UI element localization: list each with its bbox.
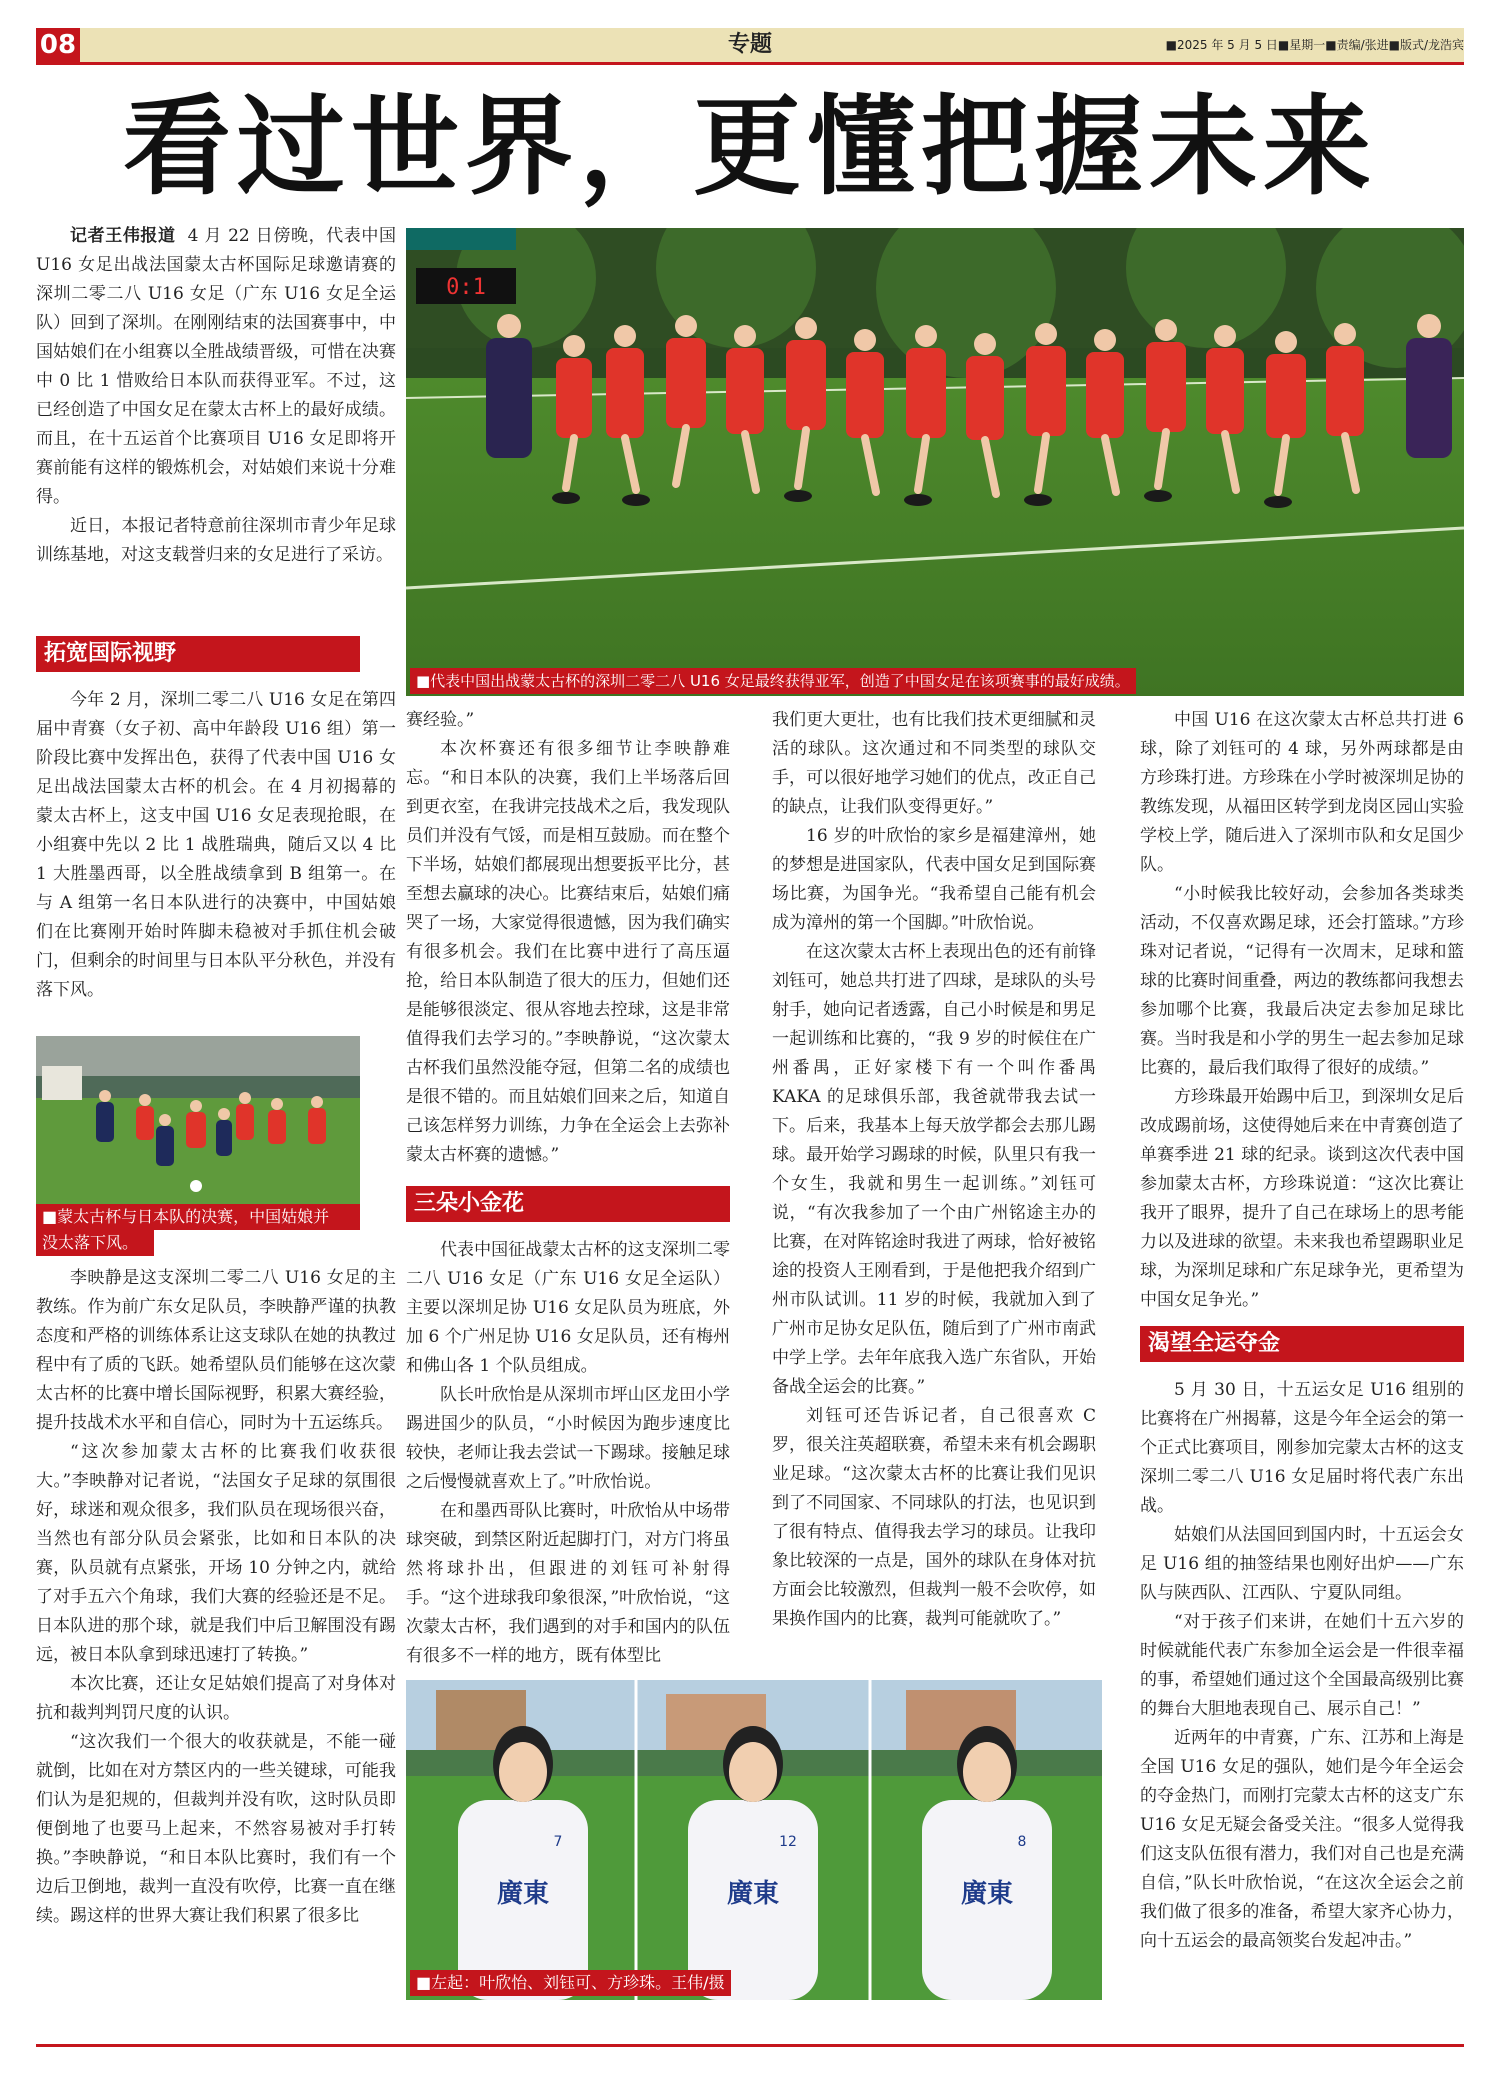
- paragraph: 中国 U16 在这次蒙太古杯总共打进 6 球，除了刘钰可的 4 球，另外两球都是由方珍珠打进。方珍珠在小学时被深圳足协的教练发现，从福田区转学到龙岗区园山实验学校上学，随后进入了深圳市队和女足国少队。: [1140, 710, 1464, 875]
- jersey-chars-2: 廣東: [726, 1879, 780, 1909]
- caption-small-photo-line-2: 没太落下风。: [36, 1230, 154, 1256]
- paragraph: “小时候我比较好动，会参加各类球类活动，不仅喜欢踢足球，还会打篮球。”方珍珠对记者说，“记得有一次周末，足球和篮球的比赛时间重叠，两边的教练都问我想去参加哪个比赛，我最后决定去参加足球比赛。当时我是和小学的男生一起去参加足球比赛的，最后我们取得了很好的成绩。”: [1140, 884, 1464, 1078]
- column-1-section-1: [36, 686, 396, 1005]
- paragraph: 本次杯赛还有很多细节让李映静难忘。“和日本队的决赛，我们上半场落后回到更衣室，在我讲完技战术之后，我发现队员们并没有气馁，而是相互鼓励。而在整个下半场，姑娘们都展现出想要扳平比分，甚至想去赢球的决心。比赛结束后，姑娘们痛哭了一场，大家觉得很遗憾，因为我们确实有很多机会。我们在比赛中进行了高压逼抢，给日本队制造了很大的压力，但她们还是能够很淡定、很从容地去控球，这是非常值得我们去学习的。”李映静说，“这次蒙太古杯我们虽然没能夺冠，但第二名的成绩也是很不错的。而且姑娘们回来之后，知道自己该怎样努力训练，力争在全运会上去弥补蒙太古杯赛的遗憾。”: [406, 739, 730, 1165]
- column-2-section-2: [406, 1236, 730, 1671]
- paragraph: 李映静是这支深圳二零二八 U16 女足的主教练。作为前广东女足队员，李映静严谨的执教态度和严格的训练体系让这支球队在她的执教过程中有了质的飞跃。她希望队员们能够在这次蒙太古杯的比赛中增长国际视野，积累大赛经验，提升技战术水平和自信心，同时为十五运练兵。: [36, 1268, 396, 1433]
- jersey-number-1: 7: [553, 1834, 563, 1850]
- photo-team-celebration: [406, 228, 1464, 696]
- paragraph: 我们更大更壮，也有比我们技术更细腻和灵活的球队。这次通过和不同类型的球队交手，可以很好地学习她们的优点，改正自己的缺点，让我们队变得更好。”: [772, 710, 1096, 817]
- section-title: 专题: [727, 32, 772, 57]
- subhead-eager-for-gold: 渴望全运夺金: [1140, 1326, 1464, 1362]
- jersey-chars-3: 廣東: [960, 1879, 1014, 1909]
- paragraph: 在这次蒙太古杯上表现出色的还有前锋刘钰可，她总共打进了四球，是球队的头号射手，她向记者透露，自己小时候是和男足一起训练和比赛的，“我 9 岁的时候住在广州番禺，正好家楼下有一个叫作番禺 KAKA 的足球俱乐部，我爸就带我去试一下。后来，我基本上每天放学都会去那儿踢球。最开始学习踢球的时候，队里只有我一个女生，我就和男生一起训练。”刘钰可说，“有次我参加了一个由广州铭途主办的比赛，在对阵铭途时我进了两球，恰好被铭途的投资人王刚看到，于是他把我介绍到广州市队试训。11 岁的时候，我就加入到了广州市足协女足队伍，随后到了广州市南武中学上学。去年年底我入选广东省队，开始备战全运会的比赛。”: [772, 942, 1096, 1397]
- paragraph: 姑娘们从法国回到国内时，十五运会女足 U16 组的抽签结果也刚好出炉——广东队与陕西队、江西队、宁夏队同组。: [1140, 1525, 1464, 1603]
- subhead-broaden-view: 拓宽国际视野: [36, 636, 360, 672]
- caption-portraits: ■左起：叶欣怡、刘钰可、方珍珠。王伟/摄: [410, 1970, 731, 1996]
- paragraph: 4 月 22 日傍晚，代表中国 U16 女足出战法国蒙太古杯国际足球邀请赛的深圳二零二八 U16 女足（广东 U16 女足全运队）回到了深圳。在刚刚结束的法国赛事中，中国姑娘们在小组赛以全胜战绩晋级，可惜在决赛中 0 比 1 惜败给日本队而获得亚军。不过，这已经创造了中国女足在蒙太古杯上的最好成绩。而且，在十五运首个比赛项目 U16 女足即将开赛前能有这样的锻炼机会，对姑娘们来说十分难得。: [36, 226, 396, 507]
- paragraph: 近两年的中青赛，广东、江苏和上海是全国 U16 女足的强队，她们是今年全运会的夺金热门，而刚打完蒙太古杯的这支广东 U16 女足无疑会备受关注。“很多人觉得我们这支队伍很有潜力，我们对自己也是充满自信，”队长叶欣怡说，“在这次全运会之前我们做了很多的准备，希望大家齐心协力，向十五运会的最高领奖台发起冲击。”: [1140, 1728, 1464, 1951]
- column-1-continued: [36, 1264, 396, 1931]
- paragraph: 方珍珠最开始踢中后卫，到深圳女足后改成踢前场，这使得她后来在中青赛创造了单赛季进 21 球的纪录。谈到这次代表中国参加蒙太古杯，方珍珠说道：“这次比赛让我开了眼界，提升了自己在球场上的思考能力以及进球的欲望。未来我也希望踢职业足球，为深圳足球和广东足球争光，更希望为中国女足争光。”: [1140, 1087, 1464, 1310]
- column-2-top: [406, 706, 730, 1170]
- byline: 记者王伟报道: [70, 226, 176, 246]
- column-4-section-3: [1140, 1376, 1464, 1956]
- column-1-intro: [36, 222, 396, 570]
- paragraph: 5 月 30 日，十五运女足 U16 组别的比赛将在广州揭幕，这是今年全运会的第一个正式比赛项目，刚参加完蒙太古杯的这支深圳二零二八 U16 女足届时将代表广东出战。: [1140, 1380, 1464, 1516]
- page-number: 08: [36, 28, 80, 62]
- column-4-top: [1140, 706, 1464, 1315]
- paragraph: 今年 2 月，深圳二零二八 U16 女足在第四届中青赛（女子初、高中年龄段 U16 组）第一阶段比赛中发挥出色，获得了代表中国 U16 女足出战法国蒙太古杯的机会。在 4 月初揭幕的蒙太古杯上，这支中国 U16 女足表现抢眼，在小组赛中先以 2 比 1 战胜瑞典，随后又以 4 比 1 大胜墨西哥，以全胜战绩拿到 B 组第一。在与 A 组第一名日本队进行的决赛中，中国姑娘们在比赛刚开始时阵脚未稳被对手抓住机会破门，但剩余的时间里与日本队平分秋色，并没有落下风。: [36, 690, 396, 1000]
- paragraph: “对于孩子们来讲，在她们十五六岁的时候就能代表广东参加全运会是一件很幸福的事，希望她们通过这个全国最高级别比赛的舞台大胆地表现自己、展示自己！”: [1140, 1612, 1464, 1719]
- paragraph: 队长叶欣怡是从深圳市坪山区龙田小学踢进国少的队员，“小时候因为跑步速度比较快，老师让我去尝试一下踢球。接触足球之后慢慢就喜欢上了。”叶欣怡说。: [406, 1385, 730, 1492]
- paragraph: “这次参加蒙太古杯的比赛我们收获很大。”李映静对记者说，“法国女子足球的氛围很好，球迷和观众很多，我们队员在现场很兴奋，当然也有部分队员会紧张，比如和日本队的决赛，队员就有点紧张，开场 10 分钟之内，就给了对手五六个角球，我们大赛的经验还是不足。日本队进的那个球，就是我们中后卫解围没有踢远，被日本队拿到球迅速打了转换。”: [36, 1442, 396, 1665]
- headline: 看过世界，更懂把握未来: [122, 84, 1377, 210]
- paragraph: “这次我们一个很大的收获就是，不能一碰就倒，比如在对方禁区内的一些关键球，可能我们认为是犯规的，但裁判并没有吹，这时队员即便倒地了也要马上起来，不然容易被对手打转换。”李映静说，“和日本队比赛时，我们有一个边后卫倒地，裁判一直没有吹停，比赛一直在继续。踢这样的世界大赛让我们积累了很多比: [36, 1732, 396, 1926]
- paragraph: 赛经验。”: [406, 710, 475, 730]
- paragraph: 本次比赛，还让女足姑娘们提高了对身体对抗和裁判判罚尺度的认识。: [36, 1674, 396, 1723]
- column-3: [772, 706, 1096, 1634]
- paragraph: 在和墨西哥队比赛时，叶欣怡从中场带球突破，到禁区附近起脚打门，对方门将虽然将球扑出，但跟进的刘钰可补射得手。“这个进球我印象很深，”叶欣怡说，“这次蒙太古杯，我们遇到的对手和国内的队伍有很多不一样的地方，既有体型比: [406, 1501, 730, 1666]
- paragraph: 刘钰可还告诉记者，自己很喜欢 C 罗，很关注英超联赛，希望未来有机会踢职业足球。“这次蒙太古杯的比赛让我们见识到了不同国家、不同球队的打法，也见识到了很有特点、值得我去学习的球员。让我印象比较深的一点是，国外的球队在身体对抗方面会比较激烈，但裁判一般不会吹停，如果换作国内的比赛，裁判可能就吹了。”: [772, 1406, 1096, 1629]
- scoreboard-score: 0:1: [446, 275, 486, 300]
- subhead-three-golden-flowers: 三朵小金花: [406, 1186, 730, 1222]
- photo-three-players: [406, 1680, 1102, 2000]
- jersey-chars-1: 廣東: [496, 1879, 550, 1909]
- header-rule: [36, 62, 1464, 65]
- photo-final-vs-japan: [36, 1036, 360, 1204]
- jersey-number-2: 12: [779, 1834, 797, 1850]
- caption-main-photo: ■代表中国出战蒙太古杯的深圳二零二八 U16 女足最终获得亚军，创造了中国女足在该项赛事的最好成绩。: [410, 668, 1136, 694]
- paragraph: 16 岁的叶欣怡的家乡是福建漳州，她的梦想是进国家队，代表中国女足到国际赛场比赛，为国争光。“我希望自己能有机会成为漳州的第一个国脚。”叶欣怡说。: [772, 826, 1096, 933]
- caption-small-photo-line-1: ■蒙太古杯与日本队的决赛，中国姑娘并: [36, 1204, 360, 1230]
- paragraph: 代表中国征战蒙太古杯的这支深圳二零二八 U16 女足（广东 U16 女足全运队）主要以深圳足协 U16 女足队员为班底，外加 6 个广州足协 U16 女足队员，还有梅州和佛山各 1 个队员组成。: [406, 1240, 730, 1376]
- footer-rule: [36, 2044, 1464, 2047]
- paragraph: 近日，本报记者特意前往深圳市青少年足球训练基地，对这支载誉归来的女足进行了采访。: [36, 516, 396, 565]
- jersey-number-3: 8: [1017, 1834, 1027, 1850]
- dateline: ■2025 年 5 月 5 日■星期一■责编/张进■版式/龙浩宾: [1165, 38, 1464, 52]
